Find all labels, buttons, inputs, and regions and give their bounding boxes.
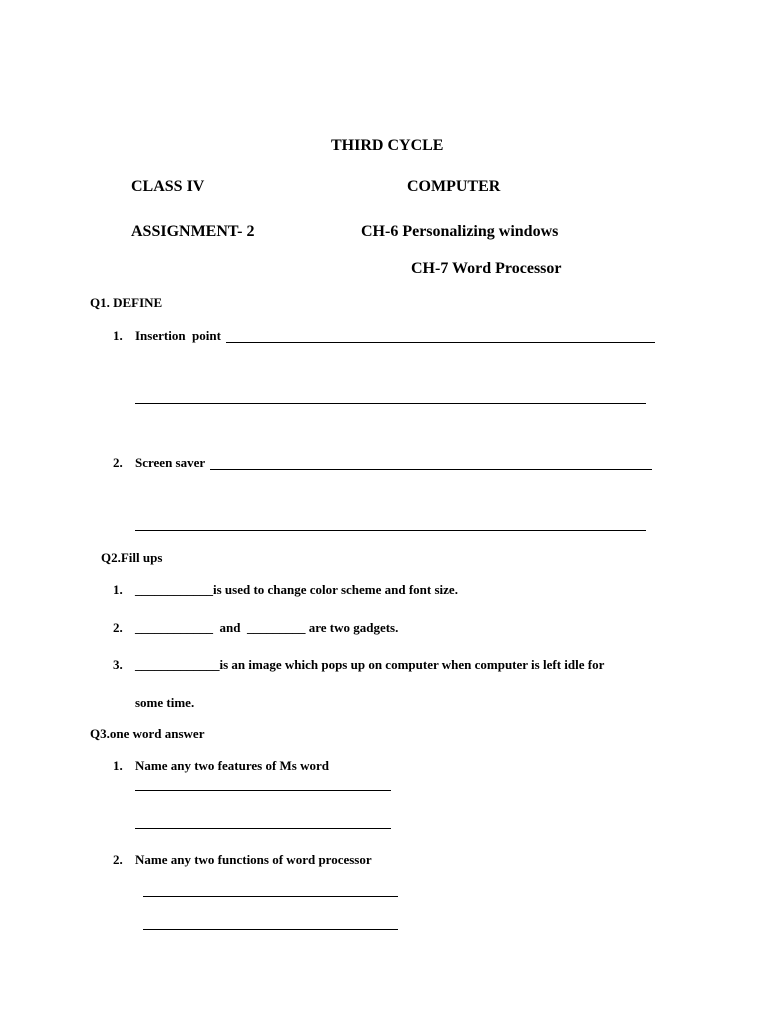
q2-item-2-text: ____________ and _________ are two gadgets. — [135, 620, 399, 635]
q1-item-1-number: 1. — [113, 328, 123, 343]
q2-heading: Q2.Fill ups — [101, 550, 163, 565]
q3-item-1-text: Name any two features of Ms word — [135, 758, 330, 773]
class-label: CLASS IV — [131, 178, 205, 195]
q2-item-3-continuation: some time. — [135, 695, 195, 710]
q2-item-1-number: 1. — [113, 582, 123, 597]
q1-item-1-answer-line-2 — [135, 403, 646, 404]
q1-item-2-number: 2. — [113, 455, 123, 470]
q3-item-1-answer-line-1 — [135, 790, 391, 791]
q3-item-1-number: 1. — [113, 758, 123, 773]
q1-item-2-term: Screen saver — [135, 455, 206, 470]
q3-item-2-text: Name any two functions of word processor — [135, 852, 372, 867]
q3-item-2-number: 2. — [113, 852, 123, 867]
q3-item-2-answer-line-2 — [143, 929, 398, 930]
q3-item-1-answer-line-2 — [135, 828, 391, 829]
q3-heading: Q3.one word answer — [90, 726, 205, 741]
assignment-label: ASSIGNMENT- 2 — [131, 223, 255, 240]
q1-item-2-answer-line-2 — [135, 530, 646, 531]
chapter-6-label: CH-6 Personalizing windows — [361, 223, 559, 240]
q2-item-2-number: 2. — [113, 620, 123, 635]
q1-item-1-term: Insertion point — [135, 328, 221, 343]
subject-label: COMPUTER — [407, 178, 501, 195]
title-cycle: THIRD CYCLE — [331, 137, 444, 154]
q1-item-1-answer-line-1 — [226, 342, 655, 343]
q2-item-3-text: _____________is an image which pops up on computer when computer is left idle for — [135, 657, 605, 672]
q2-item-1-text: ____________is used to change color scheme and font size. — [135, 582, 458, 597]
q2-item-3-number: 3. — [113, 657, 123, 672]
q1-item-2-answer-line-1 — [210, 469, 652, 470]
q3-item-2-answer-line-1 — [143, 896, 398, 897]
chapter-7-label: CH-7 Word Processor — [411, 260, 562, 277]
q1-heading: Q1. DEFINE — [90, 295, 163, 310]
